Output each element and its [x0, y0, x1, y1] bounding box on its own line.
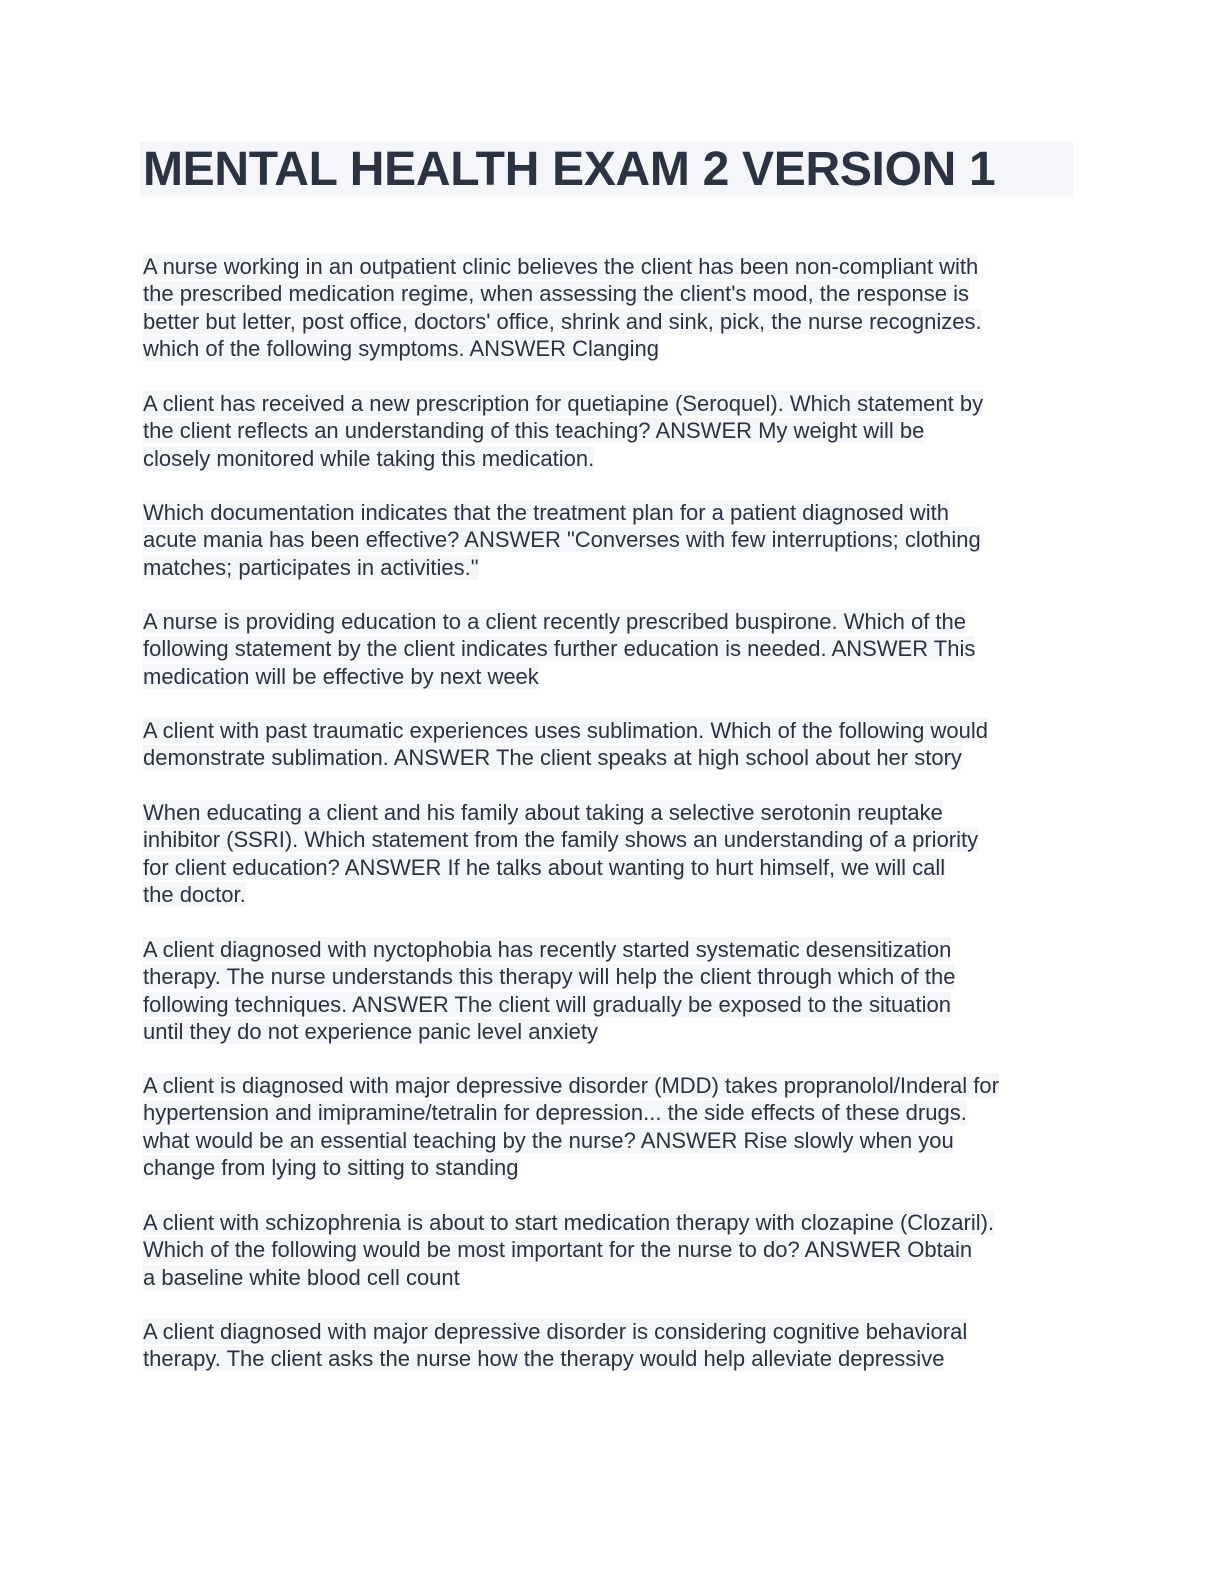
question-4-line-3: medication will be effective by next week	[143, 663, 539, 689]
question-4	[143, 608, 1083, 690]
question-7-line-4: until they do not experience panic level anxiety	[143, 1018, 598, 1044]
question-5	[143, 717, 1083, 772]
question-6-line-2: inhibitor (SSRI). Which statement from the family shows an understanding of a priority	[143, 827, 979, 853]
question-5-line-1: A client with past traumatic experiences uses sublimation. Which of the following would	[143, 718, 988, 743]
question-8-line-4: change from lying to sitting to standing	[143, 1154, 519, 1180]
question-8	[143, 1072, 1083, 1181]
question-9-line-3: a baseline white blood cell count	[143, 1264, 460, 1290]
question-3-line-2: acute mania has been effective? ANSWER "Converses with few interruptions; clothing	[143, 527, 981, 553]
question-2-line-2: the client reflects an understanding of this teaching? ANSWER My weight will be	[143, 418, 925, 444]
question-1-line-2: the prescribed medication regime, when assessing the client's mood, the response is	[143, 281, 969, 307]
question-2	[143, 390, 1083, 472]
question-6-line-4: the doctor.	[143, 881, 246, 907]
question-7-line-2: therapy. The nurse understands this therapy will help the client through which of the	[143, 964, 956, 990]
question-8-line-2: hypertension and imipramine/tetralin for depression... the side effects of these drugs.	[143, 1100, 967, 1126]
question-1	[143, 253, 1083, 362]
question-3-line-3: matches; participates in activities."	[143, 554, 479, 580]
question-1-line-1: A nurse working in an outpatient clinic believes the client has been non-compliant with	[143, 254, 979, 279]
question-5-line-2: demonstrate sublimation. ANSWER The client speaks at high school about her story	[143, 745, 962, 771]
question-9-line-1: A client with schizophrenia is about to start medication therapy with clozapine (Clozaril).	[143, 1210, 995, 1235]
question-6-line-1: When educating a client and his family about taking a selective serotonin reuptake	[143, 800, 943, 825]
question-1-line-3: better but letter, post office, doctors' office, shrink and sink, pick, the nurse recognizes.	[143, 308, 982, 334]
question-8-line-3: what would be an essential teaching by the nurse? ANSWER Rise slowly when you	[143, 1127, 954, 1153]
question-10-line-1: A client diagnosed with major depressive disorder is considering cognitive behavioral	[143, 1319, 968, 1344]
question-2-line-1: A client has received a new prescription for quetiapine (Seroquel). Which statement by	[143, 391, 984, 416]
question-7-line-3: following techniques. ANSWER The client will gradually be exposed to the situation	[143, 991, 951, 1017]
question-9	[143, 1209, 1083, 1291]
question-1-line-4: which of the following symptoms. ANSWER Clanging	[143, 335, 659, 361]
question-7	[143, 936, 1083, 1045]
question-10	[143, 1318, 1083, 1373]
question-6-line-3: for client education? ANSWER If he talks about wanting to hurt himself, we will call	[143, 854, 946, 880]
question-8-line-1: A client is diagnosed with major depressive disorder (MDD) takes propranolol/Inderal for	[143, 1073, 999, 1098]
question-2-line-3: closely monitored while taking this medication.	[143, 445, 595, 471]
question-3	[143, 499, 1083, 581]
document-title: MENTAL HEALTH EXAM 2 VERSION 1	[143, 143, 996, 196]
question-9-line-2: Which of the following would be most important for the nurse to do? ANSWER Obtain	[143, 1237, 973, 1263]
question-6	[143, 799, 1083, 908]
question-4-line-1: A nurse is providing education to a client recently prescribed buspirone. Which of the	[143, 609, 967, 634]
question-4-line-2: following statement by the client indicates further education is needed. ANSWER This	[143, 636, 976, 662]
question-10-line-2: therapy. The client asks the nurse how the therapy would help alleviate depressive	[143, 1346, 945, 1372]
title-highlight	[140, 142, 1073, 197]
question-3-line-1: Which documentation indicates that the treatment plan for a patient diagnosed with	[143, 500, 949, 525]
question-7-line-1: A client diagnosed with nyctophobia has recently started systematic desensitization	[143, 937, 952, 962]
